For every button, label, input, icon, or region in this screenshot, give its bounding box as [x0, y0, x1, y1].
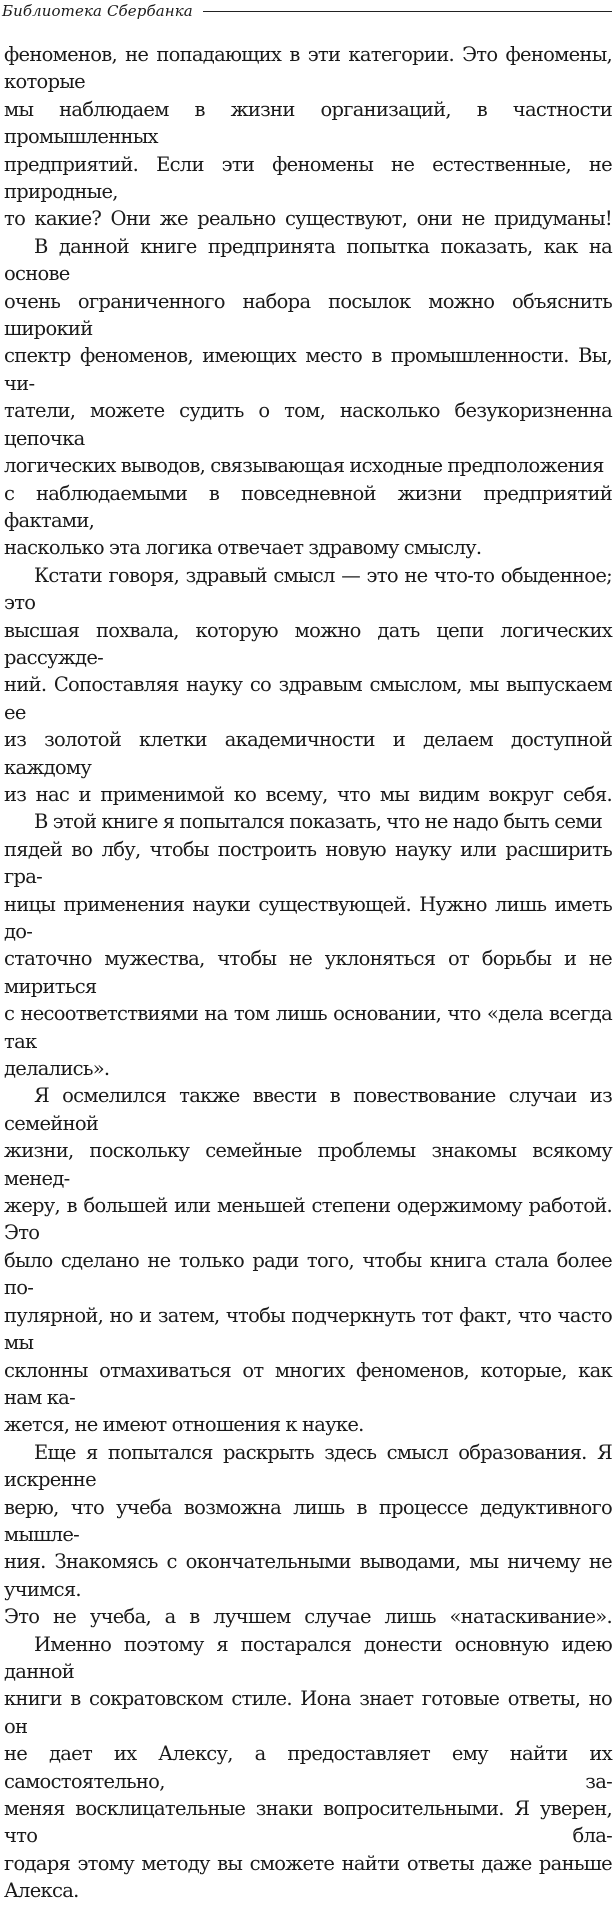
text-line: годаря этому методу вы сможете найти ответы даже раньше Алекса.: [4, 1851, 612, 1903]
text-line: не дает их Алексу, а предоставляет ему найти их самостоятельно, за-: [4, 1742, 612, 1793]
text-line: книги в сократовском стиле. Иона знает готовые ответы, но он: [4, 1687, 612, 1738]
text-line: меняя восклицательные знаки вопросительными. Я уверен, что бла-: [4, 1797, 612, 1848]
text-line: спектр феноменов, имеющих место в промышленности. Вы, чи-: [4, 344, 612, 395]
text-line: насколько эта логика отвечает здравому смыслу.: [4, 536, 482, 560]
header-rule: [203, 11, 612, 12]
text-line: пядей во лбу, чтобы построить новую науку или расширить гра-: [4, 837, 612, 889]
text-line: жизни, поскольку семейные проблемы знакомы всякому менед-: [4, 1139, 612, 1190]
paragraph-3: [4, 562, 612, 809]
paragraph-5: [4, 1082, 612, 1438]
text-line: из золотой клетки академичности и делаем доступной каждому: [4, 728, 612, 779]
paragraph-7: [4, 1631, 612, 1905]
paragraph-1: [4, 41, 612, 233]
text-line: феноменов, не попадающих в эти категории. Это феномены, которые: [4, 43, 612, 94]
text-line: Я осмелился также ввести в повествование случаи из семейной: [4, 1084, 612, 1135]
text-line: с наблюдаемыми в повседневной жизни предприятий фактами,: [4, 481, 612, 532]
text-line: очень ограниченного набора посылок можно объяснить широкий: [4, 289, 612, 341]
paragraph-4: [4, 808, 612, 1082]
text-line: жеру, в большей или меньшей степени одержимому работой. Это: [4, 1194, 612, 1245]
running-header: [0, 0, 616, 22]
text-line: верю, что учеба возможна лишь в процессе дедуктивного мышле-: [4, 1495, 612, 1546]
text-line: Еще я попытался раскрыть здесь смысл образования. Я искренне: [4, 1440, 612, 1492]
text-line: жется, не имеют отношения к науке.: [4, 1413, 364, 1437]
text-line: пулярной, но и затем, чтобы подчеркнуть тот факт, что часто мы: [4, 1303, 612, 1355]
text-line: мы наблюдаем в жизни организаций, в частности промышленных: [4, 97, 612, 149]
text-line: Это не учеба, а в лучшем случае лишь «натаскивание».: [4, 1605, 612, 1629]
text-line: предприятий. Если эти феномены не естественные, не природные,: [4, 152, 612, 204]
text-line: с несоответствиями на том лишь основании, что «дела всегда так: [4, 1002, 612, 1053]
text-line: то какие? Они же реально существуют, они не придуманы!: [4, 207, 612, 231]
page-body: [4, 41, 612, 1905]
paragraph-6: [4, 1439, 612, 1631]
text-line: татели, можете судить о том, насколько безукоризненна цепочка: [4, 399, 612, 450]
text-line: было сделано не только ради того, чтобы книга стала более по-: [4, 1248, 612, 1300]
text-line: ницы применения науки существующей. Нужно лишь иметь до-: [4, 892, 612, 943]
text-line: делались».: [4, 1057, 110, 1081]
running-header-title: Библиотека Сбербанка: [2, 2, 193, 20]
text-line: статочно мужества, чтобы не уклоняться от борьбы и не мириться: [4, 947, 612, 998]
paragraph-2: [4, 233, 612, 562]
text-line: В этой книге я попытался показать, что не надо быть семи: [34, 810, 602, 834]
text-line: из нас и применимой ко всему, что мы видим вокруг себя.: [4, 782, 612, 806]
text-line: Кстати говоря, здравый смысл — это не что-то обыденное; это: [4, 563, 612, 615]
text-line: ния. Знакомясь с окончательными выводами, мы ничему не учимся.: [4, 1550, 612, 1601]
text-line: Именно поэтому я постарался донести основную идею данной: [4, 1632, 612, 1683]
text-line: В данной книге предпринята попытка показать, как на основе: [4, 234, 612, 286]
text-line: высшая похвала, которую можно дать цепи логических рассужде-: [4, 618, 612, 669]
text-line: ний. Сопоставляя науку со здравым смыслом, мы выпускаем ее: [4, 673, 612, 724]
text-line: логических выводов, связывающая исходные предположения: [4, 454, 604, 478]
text-line: склонны отмахиваться от многих феноменов, которые, как нам ка-: [4, 1358, 612, 1409]
